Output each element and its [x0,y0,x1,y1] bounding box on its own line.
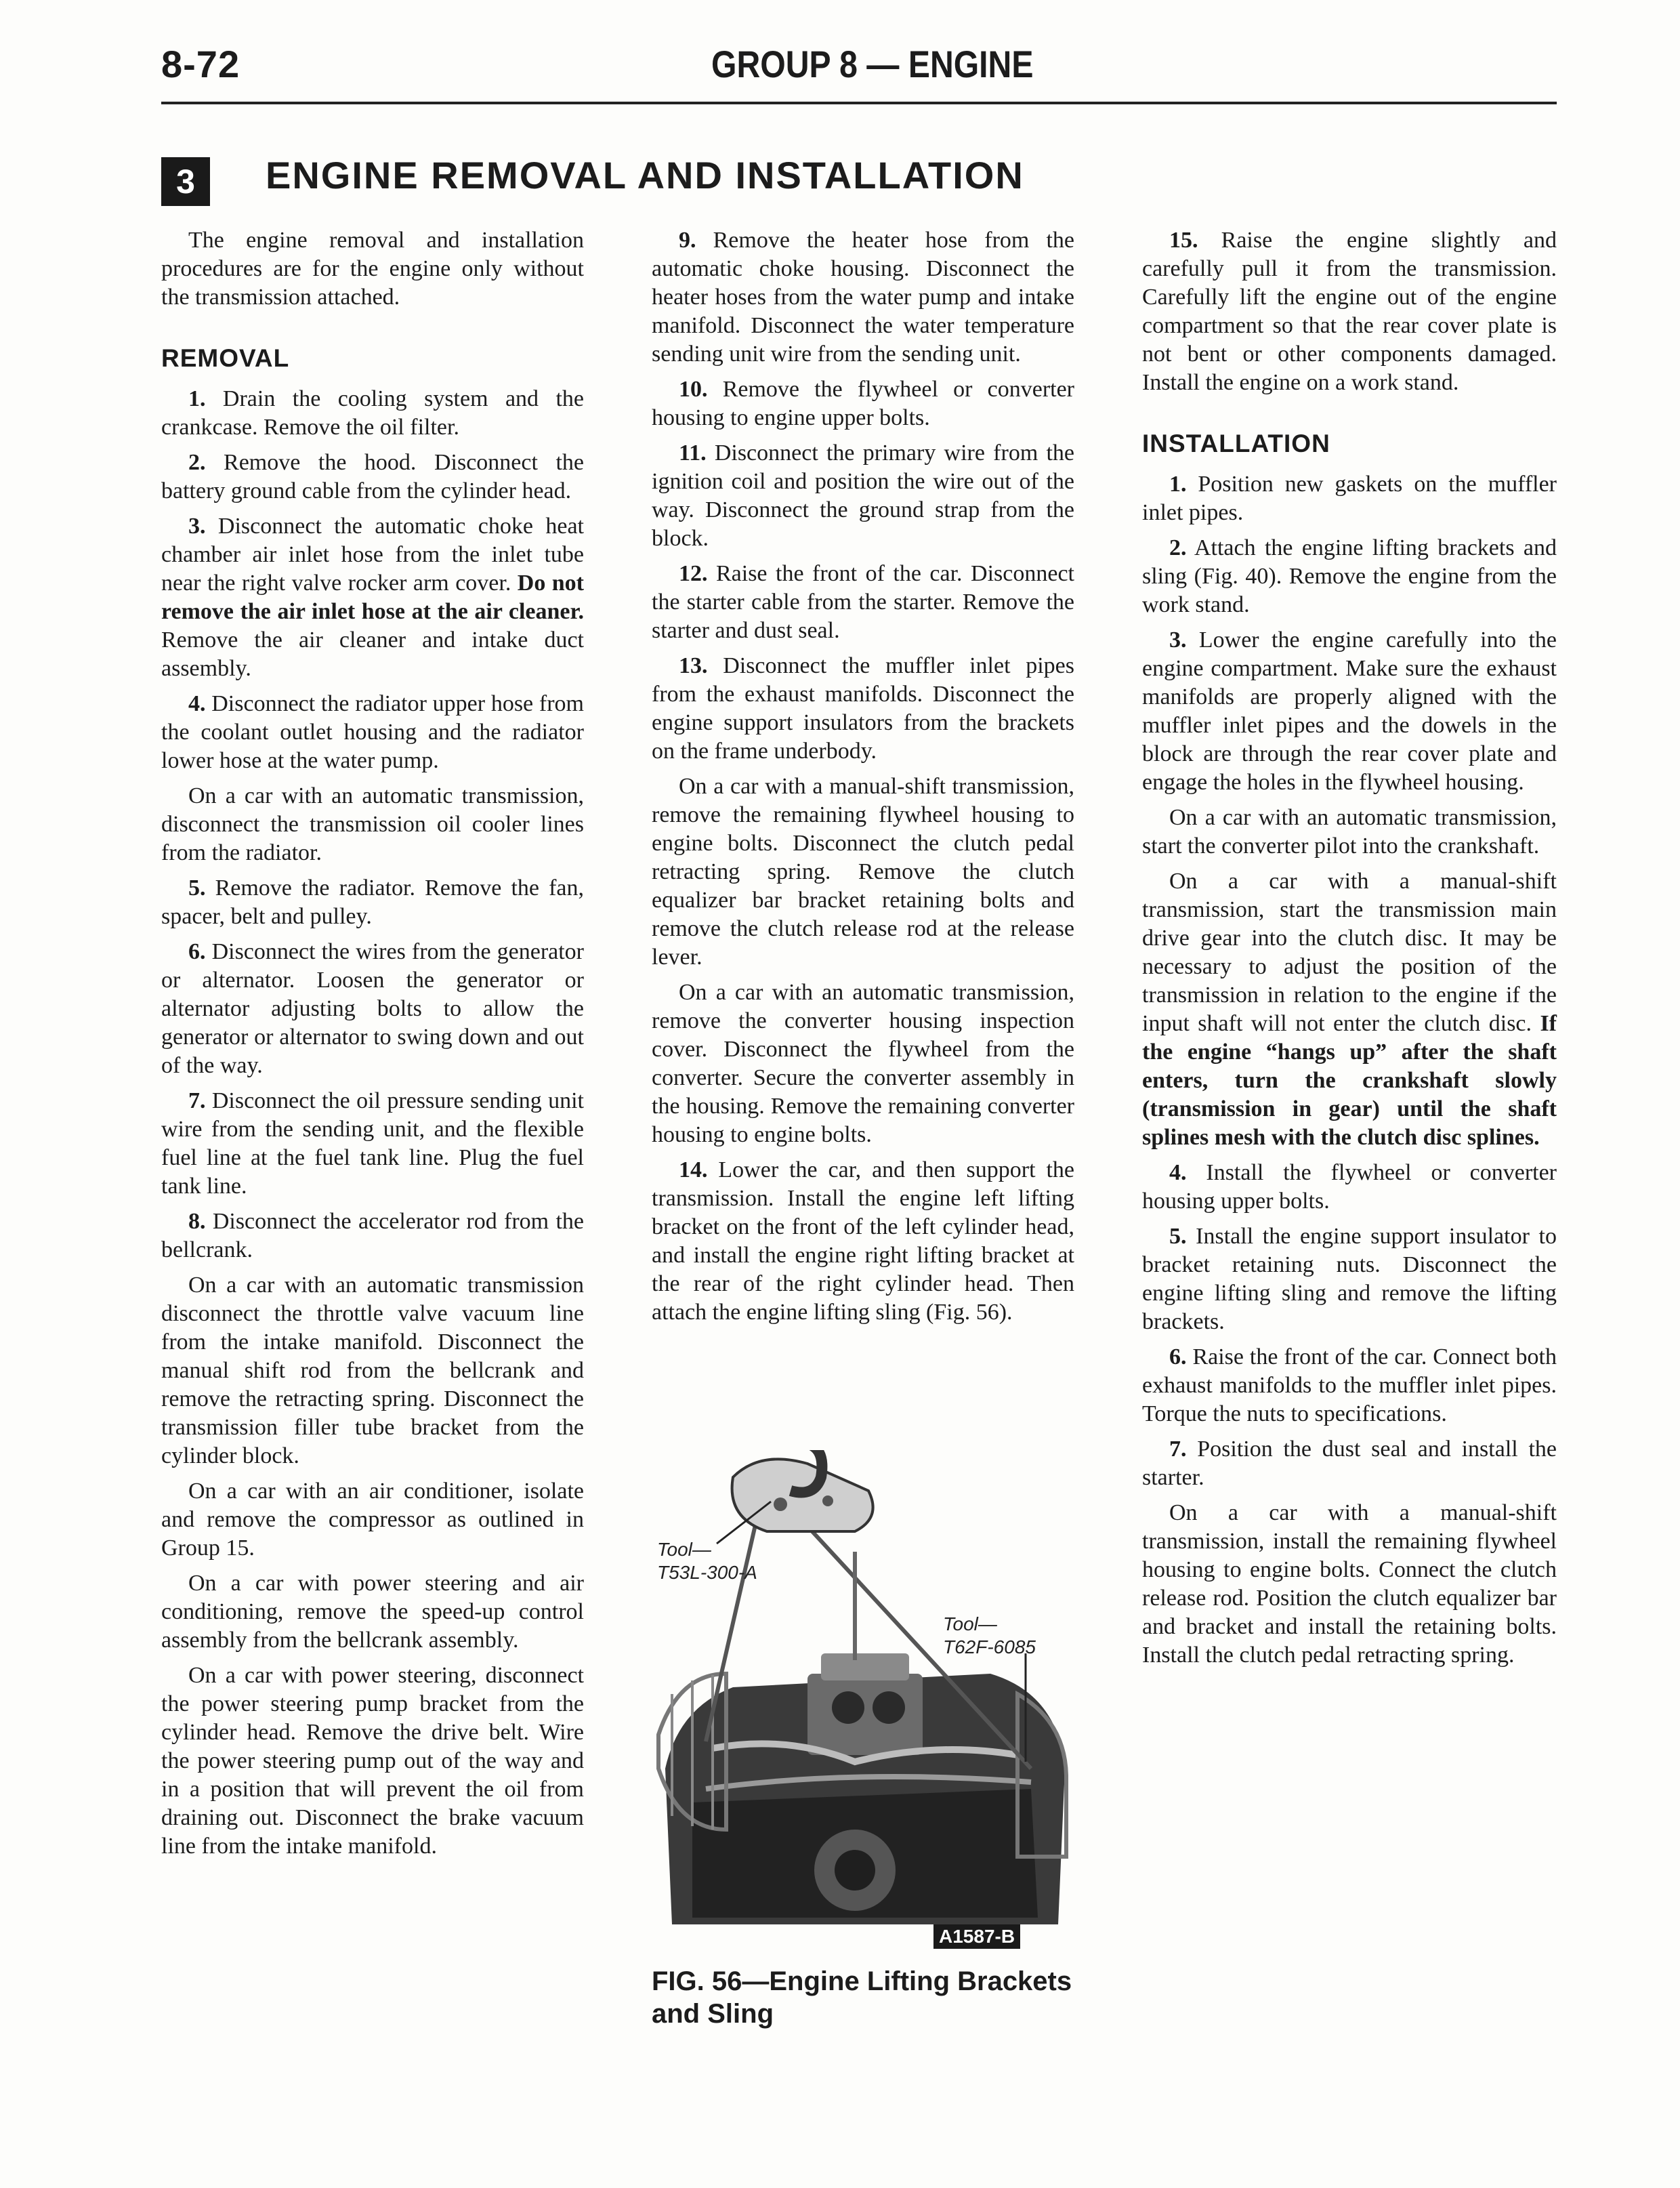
section-number-badge: 3 [161,157,210,206]
install-step-7-note: On a car with a manual-shift transmission, install the remaining flywheel housing to engine bolts. Connect the clutch release rod. Position the clutch equalizer bar and bracket and install the retaining bolts. Install the clutch pedal retracting spring. [1142,1500,1557,1668]
step-text: Disconnect the accelerator rod from the bellcrank. [161,1209,584,1262]
step-text: On a car with a manual-shift transmission, start the transmission main drive gear into the clutch disc. It may be necessary to adjust the position of the transmission in relation to the engine if the input shaft will not enter the clutch disc. [1142,869,1557,1036]
install-step-5 [1142,1222,1557,1336]
install-step-3-note-a: On a car with an automatic transmission, start the converter pilot into the crankshaft. [1142,805,1557,859]
step-text: Disconnect the muffler inlet pipes from the exhaust manifolds. Disconnect the engine support insulators from the brackets on the frame underbody. [652,653,1074,764]
step-text: Disconnect the primary wire from the ignition coil and position the wire out of the way. Disconnect the ground strap from the block. [652,440,1074,551]
figure-code: A1587-B [933,1924,1020,1949]
removal-step-8 [161,1207,584,1264]
removal-step-4-note: On a car with an automatic transmission, disconnect the transmission oil cooler lines from the radiator. [161,783,584,865]
step-number: 9. [679,228,696,253]
removal-step-14 [652,1156,1074,1327]
tool-callout-sling [657,1538,757,1584]
removal-step-8-note-b: On a car with an air conditioner, isolate and remove the compressor as outlined in Group 15. [161,1479,584,1561]
step-text: Lower the engine carefully into the engine compartment. Make sure the exhaust manifolds are properly aligned with the muffler inlet pipes and the dowels in the block are through the rear cover plate and engage the holes in the flywheel housing. [1142,627,1557,795]
callout-label: Tool— [657,1539,711,1560]
step-number: 14. [679,1157,708,1182]
step-warning: If the engine “hangs up” after the shaft enters, turn the crankshaft slowly (transmission in gear) until the shaft splines mesh with the clutch disc splines. [1142,1011,1557,1150]
step-number: 13. [679,653,708,678]
install-step-3-note-b [1142,867,1557,1152]
step-text: Remove the heater hose from the automatic choke housing. Disconnect the heater hoses from the water pump and intake manifold. Disconnect the water temperature sending unit wire from the sending unit. [652,228,1074,367]
step-number: 10. [679,377,708,402]
step-text: Lower the car, and then support the transmission. Install the engine left lifting bracket on the front of the left cylinder head, and install the engine right lifting bracket at the rear of the right cylinder head. Then attach the engine lifting sling (Fig. 56). [652,1157,1074,1325]
installation-heading: INSTALLATION [1142,430,1330,457]
step-number: 2. [188,450,206,475]
install-step-4 [1142,1159,1557,1216]
removal-step-6 [161,938,584,1080]
intro-paragraph: The engine removal and installation procedures are for the engine only without the transmission attached. [161,228,584,310]
removal-step-3 [161,512,584,683]
removal-step-11 [652,439,1074,553]
install-step-3 [1142,626,1557,797]
step-text: Disconnect the radiator upper hose from the coolant outlet housing and the radiator lower hose at the water pump. [161,691,584,773]
header-rule [161,102,1557,104]
callout-part-number: T62F-6085 [943,1636,1036,1657]
text-column-3 [1142,226,1557,1676]
removal-heading: REMOVAL [161,344,290,372]
step-number: 4. [188,691,206,716]
callout-label: Tool— [943,1613,997,1634]
step-text: Remove the radiator. Remove the fan, spacer, belt and pulley. [161,875,584,929]
removal-step-9 [652,226,1074,369]
callout-part-number: T53L-300-A [657,1562,757,1583]
removal-step-8-note-a: On a car with an automatic transmission disconnect the throttle valve vacuum line from the intake manifold. Disconnect the manual shift rod from the bellcrank and remove the retracting spring. Disconnect the transmission filler tube bracket from the cylinder block. [161,1273,584,1468]
engine-lifting-figure [652,1450,1074,1957]
step-text: Remove the air cleaner and intake duct assembly. [161,627,584,681]
group-title: GROUP 8 — ENGINE [711,43,1034,85]
removal-step-5 [161,874,584,931]
tool-callout-bracket [943,1613,1036,1659]
step-number: 5. [1169,1224,1187,1249]
step-text: Disconnect the wires from the generator or alternator. Loosen the generator or alternator adjusting bolts to allow the generator or alternator to swing down and out of the way. [161,939,584,1078]
removal-step-13 [652,652,1074,766]
step-text: Remove the flywheel or converter housing to engine upper bolts. [652,377,1074,430]
install-step-1 [1142,470,1557,527]
removal-step-12 [652,560,1074,645]
step-number: 4. [1169,1160,1187,1185]
install-step-2 [1142,534,1557,619]
step-number: 3. [1169,627,1187,653]
step-number: 7. [1169,1437,1187,1462]
removal-step-8-note-c: On a car with power steering and air conditioning, remove the speed-up control assembly from the bellcrank assembly. [161,1571,584,1653]
step-number: 11. [679,440,707,466]
step-text: Raise the engine slightly and carefully pull it from the transmission. Carefully lift the engine out of the engine compartment so that the rear cover plate is not bent or other components damaged. Install the engine on a work stand. [1142,228,1557,395]
step-text: Remove the hood. Disconnect the battery ground cable from the cylinder head. [161,450,584,503]
figure-caption: FIG. 56—Engine Lifting Brackets and Sling [652,1966,1072,2029]
step-warning: Do not remove the air inlet hose at the air cleaner. [161,571,584,624]
page-number: 8-72 [161,43,240,85]
removal-step-8-note-d: On a car with power steering, disconnect the power steering pump bracket from the cylinder head. Remove the drive belt. Wire the power steering pump out of the way and in a position that will prevent the oil from draining out. Disconnect the brake vacuum line from the intake manifold. [161,1663,584,1859]
step-text: Position the dust seal and install the starter. [1142,1437,1557,1490]
step-number: 3. [188,514,206,539]
engine-photo-illustration [652,1450,1074,1957]
removal-step-10 [652,375,1074,432]
step-number: 12. [679,561,708,586]
step-number: 1. [1169,472,1187,497]
step-number: 1. [188,386,206,411]
step-text: Drain the cooling system and the crankcase. Remove the oil filter. [161,386,584,440]
step-text: Install the flywheel or converter housing upper bolts. [1142,1160,1557,1214]
removal-step-4 [161,690,584,775]
step-number: 7. [188,1088,206,1113]
step-number: 6. [1169,1344,1187,1369]
removal-step-13-note-b: On a car with an automatic transmission, remove the converter housing inspection cover. Disconnect the flywheel from the converter. Secure the converter assembly in the housing. Remove the remaining converter housing to engine bolts. [652,980,1074,1147]
section-title: ENGINE REMOVAL AND INSTALLATION [266,154,1024,197]
step-number: 6. [188,939,206,964]
removal-step-15 [1142,226,1557,397]
step-text: Disconnect the automatic choke heat chamber air inlet hose from the inlet tube near the right valve rocker arm cover. [161,514,584,596]
removal-step-1 [161,385,584,442]
step-text: Position new gaskets on the muffler inlet pipes. [1142,472,1557,525]
text-column-2 [652,226,1074,1334]
removal-step-13-note-a: On a car with a manual-shift transmission, remove the remaining flywheel housing to engine bolts. Disconnect the clutch pedal retracting spring. Remove the clutch equalizer bar bracket retaining bolts and remove the clutch release rod at the release lever. [652,774,1074,970]
step-text: Raise the front of the car. Disconnect the starter cable from the starter. Remove the starter and dust seal. [652,561,1074,643]
step-number: 15. [1169,228,1198,253]
step-text: Attach the engine lifting brackets and sling (Fig. 40). Remove the engine from the work stand. [1142,535,1557,617]
step-number: 5. [188,875,206,901]
step-text: Disconnect the oil pressure sending unit wire from the sending unit, and the flexible fuel line at the fuel tank line. Plug the fuel tank line. [161,1088,584,1199]
text-column-1 [161,226,584,1867]
step-number: 8. [188,1209,206,1234]
step-text: Install the engine support insulator to bracket retaining nuts. Disconnect the engine lifting sling and remove the lifting brackets. [1142,1224,1557,1334]
removal-step-7 [161,1087,584,1201]
install-step-6 [1142,1343,1557,1428]
install-step-7 [1142,1435,1557,1492]
removal-step-2 [161,449,584,505]
step-number: 2. [1169,535,1187,560]
step-text: Raise the front of the car. Connect both exhaust manifolds to the muffler inlet pipes. Torque the nuts to specifications. [1142,1344,1557,1426]
